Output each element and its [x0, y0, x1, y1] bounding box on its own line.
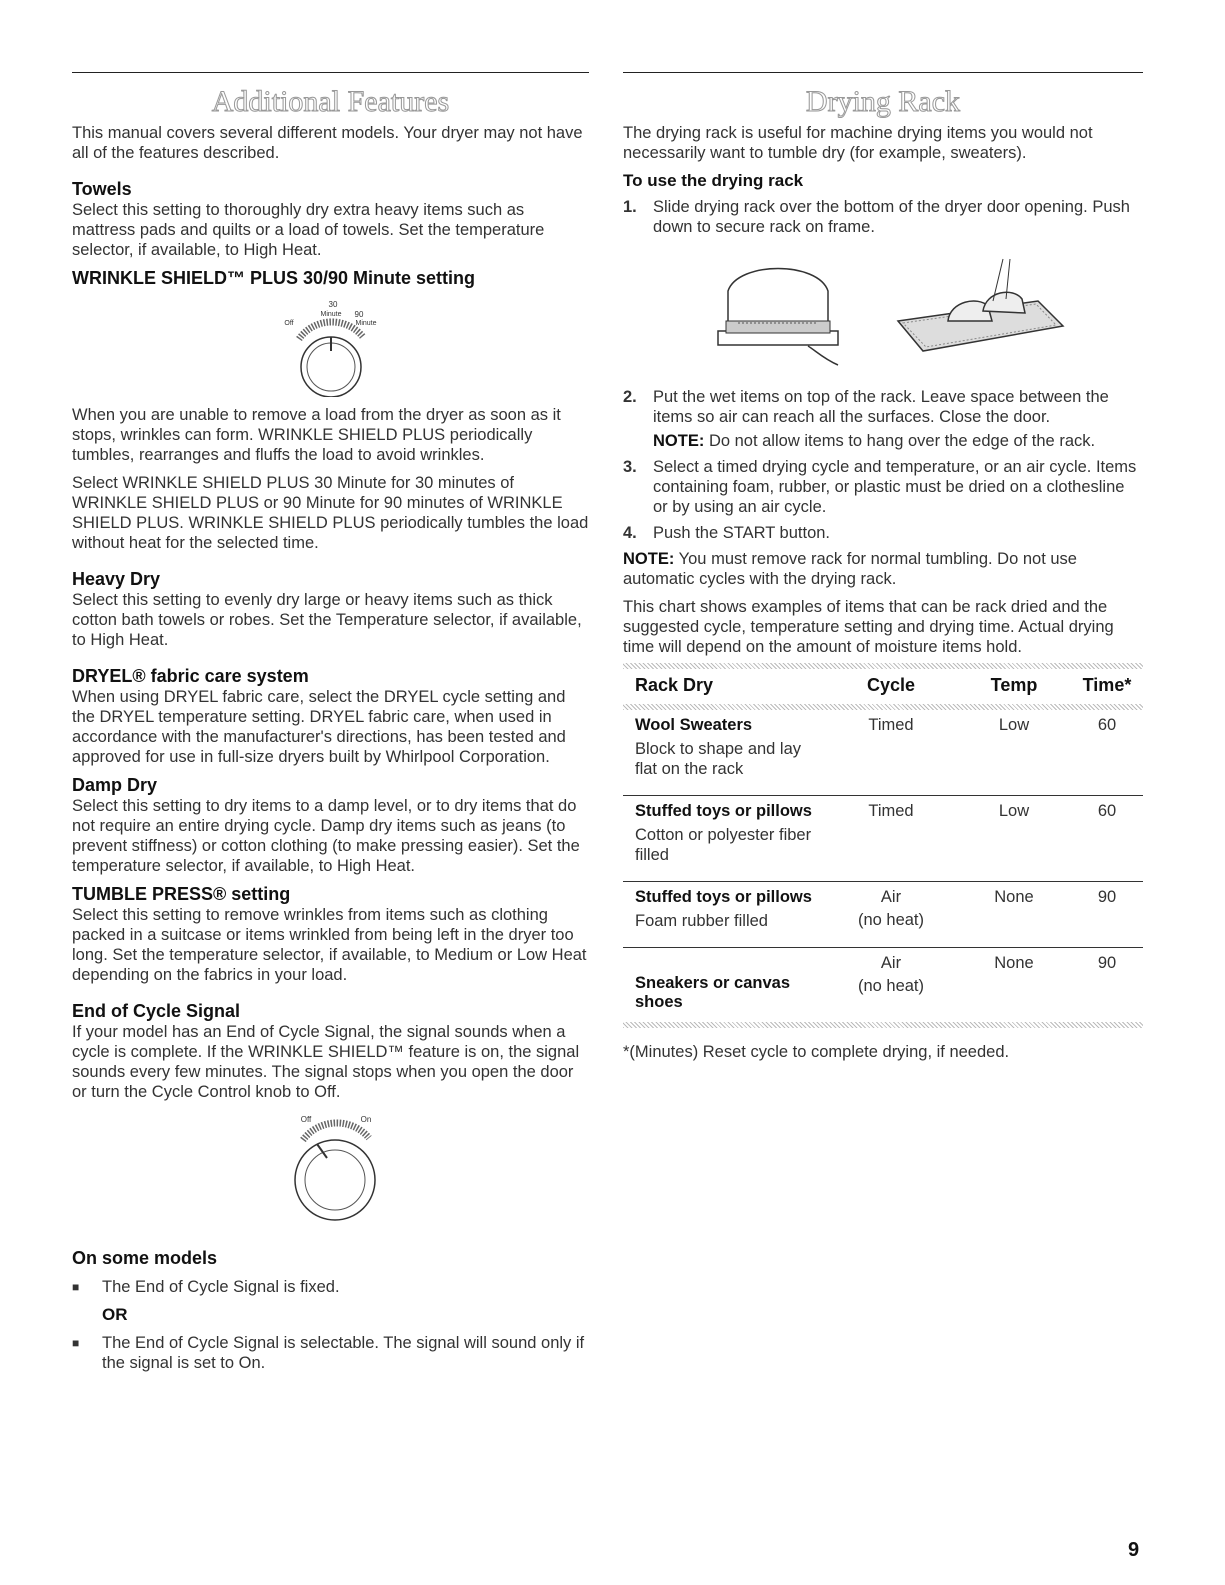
- step-2-note-label: NOTE:: [653, 432, 705, 450]
- rack-note-label: NOTE:: [623, 550, 675, 568]
- wrinkle-text-1: When you are unable to remove a load from the dryer as soon as it stops, wrinkles can form. WRINKLE SHIELD PLUS periodically tumbles, rearranges and fluffs the load to avoid wrinkles.: [72, 406, 561, 464]
- rack-dry-table: [623, 669, 1143, 1028]
- row-cycle-main: Air: [880, 954, 902, 972]
- row-item-name: Wool Sweaters: [635, 716, 753, 734]
- step-4-text: Push the START button.: [653, 524, 831, 542]
- section-title: Additional Features: [211, 85, 450, 118]
- step-2-body: Put the wet items on top of the rack. Leave space between the items so air can reach all the surfaces. Close the door.: [653, 388, 1109, 426]
- knob-label-90-minute: Minute: [354, 320, 377, 327]
- dryer-door-rack-icon: [698, 251, 858, 371]
- use-rack-heading: To use the drying rack: [623, 171, 804, 190]
- row-item-name: Stuffed toys or pillows: [635, 802, 812, 820]
- heavy-dry-heading: Heavy Dry: [72, 569, 161, 589]
- right-column: [623, 72, 1143, 1062]
- bullet-icon: ■: [72, 1280, 80, 1294]
- row-item-name: Sneakers or canvas shoes: [635, 974, 791, 1011]
- models-heading: On some models: [72, 1248, 218, 1268]
- tumble-press-heading: TUMBLE PRESS® setting: [72, 884, 291, 904]
- row-time: 90: [1097, 888, 1117, 906]
- table-row: [623, 710, 1143, 779]
- step-1-num: 1.: [623, 198, 637, 216]
- models-bullet-1: [72, 1277, 589, 1297]
- step-3-text: Select a timed drying cycle and temperature, or an air cycle. Items containing foam, rubber, or plastic must be dried on a clothesline or by using an air cycle.: [653, 458, 1137, 516]
- wrinkle-text-2: Select WRINKLE SHIELD PLUS 30 Minute for 30 minutes of WRINKLE SHIELD PLUS or 90 Minute for 90 minutes of WRINKLE SHIELD PLUS. WRINKLE SHIELD PLUS periodically tumbles the load without heat for the selected time.: [72, 474, 589, 552]
- models-bullet-1-text: The End of Cycle Signal is fixed.: [102, 1278, 340, 1296]
- towels-text: Select this setting to thoroughly dry extra heavy items such as mattress pads and quilts or a load of towels. Set the temperature selector, if available, to High Heat.: [72, 201, 545, 259]
- row-cycle-sub: (no heat): [857, 911, 925, 929]
- models-bullet-2: [72, 1333, 589, 1373]
- signal-text: If your model has an End of Cycle Signal, the signal sounds when a cycle is complete. If the WRINKLE SHIELD™ feature is on, the signal sounds every few minutes. The signal stops when you open the door or turn the Cycle Control knob to Off.: [72, 1023, 580, 1101]
- row-cycle: Timed: [868, 802, 914, 820]
- signal-knob-illustration: [72, 1110, 589, 1240]
- row-temp: Low: [998, 802, 1030, 820]
- rack-illustration: [623, 251, 1143, 371]
- row-time: 60: [1097, 802, 1117, 820]
- table-row: [623, 882, 1143, 932]
- rack-note-text: You must remove rack for normal tumbling. Do not use automatic cycles with the drying rack.: [623, 550, 1077, 588]
- dryel-heading: DRYEL® fabric care system: [72, 666, 309, 686]
- row-time: 60: [1097, 716, 1117, 734]
- top-rule: [623, 72, 1143, 73]
- row-time: 90: [1097, 954, 1117, 972]
- table-row: [623, 948, 1143, 1013]
- wrinkle-knob-illustration: [72, 297, 589, 397]
- table-footnote: *(Minutes) Reset cycle to complete drying, if needed.: [623, 1043, 1010, 1061]
- damp-dry-heading: Damp Dry: [72, 775, 158, 795]
- row-item-name: Stuffed toys or pillows: [635, 888, 812, 906]
- header-cycle: Cycle: [866, 675, 916, 695]
- left-column: [72, 72, 589, 1381]
- step-2-note-text: Do not allow items to hang over the edge of the rack.: [708, 432, 1096, 450]
- signal-heading: End of Cycle Signal: [72, 1001, 241, 1021]
- sneakers-on-rack-icon: [888, 251, 1068, 371]
- knob-label-off: Off: [283, 320, 294, 327]
- step-3: [623, 457, 1143, 517]
- knob-label-30-minute: Minute: [319, 311, 342, 318]
- step-4: [623, 523, 1143, 543]
- tumble-press-text: Select this setting to remove wrinkles from items such as clothing packed in a suitcase or items wrinkled from being left in the dryer too long. Set the temperature selector, if available, to Medium or Low Heat depending on the fabrics in your load.: [72, 906, 587, 984]
- step-3-num: 3.: [623, 458, 637, 476]
- signal-knob-icon: [251, 1110, 411, 1240]
- step-1: [623, 197, 1143, 237]
- row-temp: None: [994, 954, 1034, 972]
- models-or: OR: [102, 1305, 128, 1324]
- knob-label-30: 30: [328, 300, 337, 309]
- rack-note: [623, 549, 1143, 589]
- towels-heading: Towels: [72, 179, 132, 199]
- step-1-text: Slide drying rack over the bottom of the dryer door opening. Push down to secure rack on frame.: [653, 198, 1130, 236]
- table-bottom-hatch: [623, 1022, 1143, 1028]
- rack-intro: The drying rack is useful for machine drying items you would not necessarily want to tumble dry (for example, sweaters).: [623, 124, 1093, 162]
- header-item: Rack Dry: [635, 675, 714, 695]
- models-bullet-2-text: The End of Cycle Signal is selectable. The signal will sound only if the signal is set to On.: [102, 1334, 585, 1372]
- header-time: Time*: [1082, 675, 1132, 695]
- table-row: [623, 796, 1143, 866]
- page-number: 9: [1128, 1539, 1140, 1561]
- wrinkle-heading: WRINKLE SHIELD™ PLUS 30/90 Minute setting: [72, 268, 476, 288]
- row-cycle-sub: (no heat): [857, 977, 925, 995]
- row-item-desc: Cotton or polyester fiber filled: [635, 826, 812, 864]
- row-temp: Low: [998, 716, 1030, 734]
- heavy-dry-text: Select this setting to evenly dry large or heavy items such as thick cotton bath towels or robes. Set the Temperature selector, if available, to High Heat.: [72, 591, 582, 649]
- signal-knob-off: Off: [300, 1115, 311, 1124]
- row-cycle: Timed: [868, 716, 914, 734]
- table-header-row: [623, 669, 1143, 704]
- row-temp: None: [994, 888, 1034, 906]
- intro-text: This manual covers several different models. Your dryer may not have all of the features described.: [72, 124, 583, 162]
- row-cycle-main: Air: [880, 888, 902, 906]
- damp-dry-text: Select this setting to dry items to a damp level, or to dry items that do not require an entire drying cycle. Damp dry items such as jeans (to prevent stiffness) or cotton clothing (to make pressing easier). Set the temperature selector, if available, to High Heat.: [72, 797, 580, 875]
- row-cycle: [819, 882, 957, 932]
- step-2-note: [653, 431, 1143, 451]
- row-cycle: [819, 948, 957, 1013]
- knob-label-90: 90: [354, 310, 363, 319]
- signal-knob-on: On: [360, 1115, 371, 1124]
- step-4-num: 4.: [623, 524, 637, 542]
- step-2-text: [653, 387, 1143, 451]
- section-title: Drying Rack: [805, 85, 961, 118]
- step-2-num: 2.: [623, 388, 637, 406]
- row-item-desc: Foam rubber filled: [635, 912, 768, 930]
- step-2: [623, 387, 1143, 451]
- header-temp: Temp: [990, 675, 1038, 695]
- row-item-desc: Block to shape and lay flat on the rack: [635, 740, 802, 778]
- top-rule: [72, 72, 589, 73]
- dryel-text: When using DRYEL fabric care, select the DRYEL cycle setting and the DRYEL temperature setting. DRYEL fabric care, when used in accordance with the manufacturer's directions, has been tested and approved for use in full-size dryers built by Whirlpool Corporation.: [72, 688, 566, 766]
- wrinkle-knob-icon: [251, 297, 411, 397]
- bullet-icon: ■: [72, 1336, 80, 1350]
- chart-intro: This chart shows examples of items that can be rack dried and the suggested cycle, temperature setting and drying time. Actual drying time will depend on the amount of moisture items hold.: [623, 598, 1114, 656]
